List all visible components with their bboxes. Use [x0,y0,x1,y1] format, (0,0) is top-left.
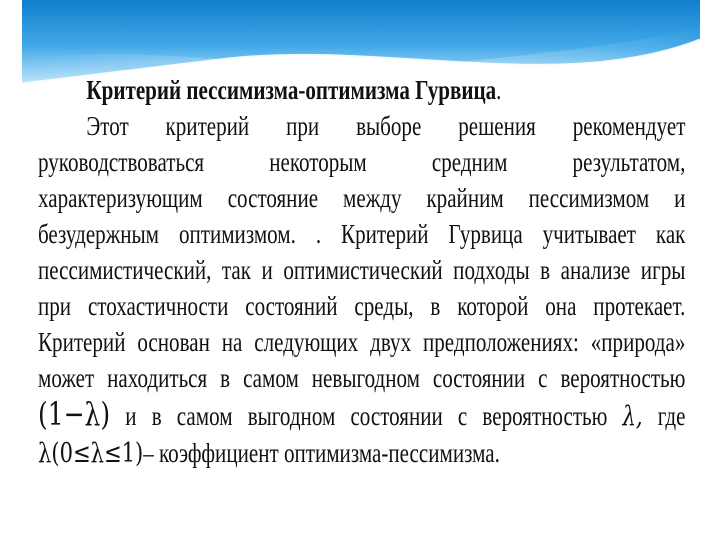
paragraph-line-8: может находиться в самом невыгодном состоянии с вероятностью [38,363,686,393]
slide-body [38,72,686,472]
paragraph-line-6: при стохастичности состояний среды, в которой она протекает. [38,291,686,321]
paragraph-line-2: руководствоваться некоторым средним результатом, [38,147,686,177]
formula-lambda-range: λ(0≤λ≤1) [38,438,144,469]
formula-line-text: и в самом выгодном состоянии с вероятностью [125,401,608,431]
paragraph-line-3: характеризующим состояние между крайним пессимизмом и [38,183,686,213]
slide-title [38,72,685,108]
paragraph-line-10 [38,435,685,472]
title-period: . [496,75,502,105]
paragraph-line-5: пессимистический, так и оптимистический подходы в анализе игры [38,255,686,285]
formula-one-minus-lambda: (1−λ) [38,395,111,433]
title-text: Критерий пессимизма-оптимизма Гурвица [86,75,497,105]
paragraph-line-9 [38,396,685,435]
paragraph-line-4: безудержным оптимизмом. . Критерий Гурвица учитывает как [38,219,686,249]
lambda-symbol: λ, [622,401,643,432]
last-line-text: – коэффициент оптимизма-пессимизма. [143,438,500,468]
paragraph-line-7: Критерий основан на следующих двух предположениях: «природа» [38,327,686,357]
paragraph-line-1: Этот критерий при выборе решения рекомендует [86,111,686,141]
formula-line-end: где [657,401,686,431]
